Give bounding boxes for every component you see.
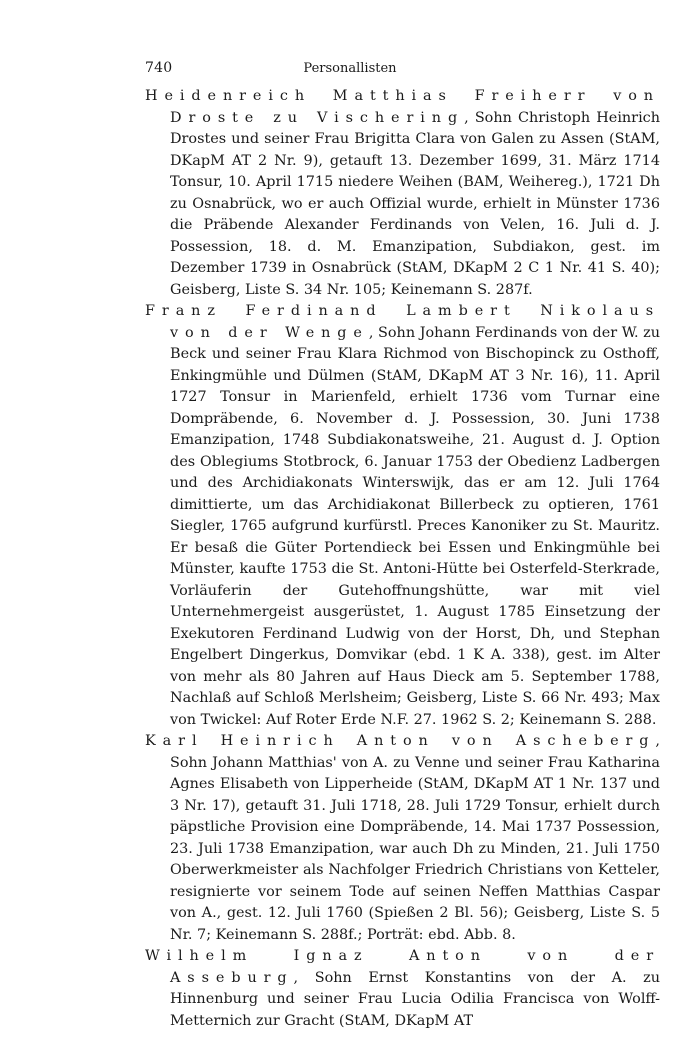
entry-name: Heidenreich Matthias Freiherr von Droste zu Vischering bbox=[145, 88, 660, 126]
page-number: 740 bbox=[145, 60, 173, 76]
entry-text: , Sohn Johann Ferdinands von der W. zu Beck und seiner Frau Klara Richmod von Bischopinck zu Osthoff, Enkingmühle und Dülmen (StAM, DKapM AT 3 Nr. 16), 11. April 1727 Tonsur in Marienfeld, erhielt 1736 vom Turnar eine Dompräbende, 6. November d. J. Possession, 30. Juni 1738 Emanzipation, 1748 Subdiakonatsweihe, 21. August d. J. Option des Oblegiums Stotbrock, 6. Januar 1753 der Obedienz Ladbergen und des Archidiakonats Winterswijk, das er am 12. Juli 1764 dimittierte, um das Archidiakonat Billerbeck zu optieren, 1761 Siegler, 1765 aufgrund kurfürstl. Preces Kanoniker zu St. Mauritz. Er besaß die Güter Portendieck bei Essen und Enkingmühle bei Münster, kaufte 1753 die St. Antoni-Hütte bei Osterfeld-Sterkrade, Vorläuferin der Gutehoffnungshütte, war mit viel Unternehmergeist ausgerüstet, 1. August 1785 Einsetzung der Exekutoren Ferdinand Ludwig von der Horst, Dh, und Stephan Engelbert Dingerkus, Domvikar (ebd. 1 K A. 338), gest. im Alter von mehr als 80 Jahren auf Haus Dieck am 5. September 1788, Nachlaß auf Schloß Merlsheim; Geisberg, Liste S. 66 Nr. 493; Max von Twickel: Auf Roter Erde N.F. 27. 1962 S. 2; Keinemann S. 288. bbox=[170, 324, 660, 728]
page-body bbox=[145, 86, 660, 1032]
entry-text: , Sohn Johann Matthias' von A. zu Venne und seiner Frau Katharina Agnes Elisabeth von Lipperheide (StAM, DKapM AT 1 Nr. 137 und 3 Nr. 17), getauft 31. Juli 1718, 28. Juli 1729 Tonsur, erhielt durch päpstliche Provision eine Dompräbende, 14. Mai 1737 Possession, 23. Juli 1738 Emanzipation, war auch Dh zu Minden, 21. Juli 1750 Oberwerkmeister als Nachfolger Friedrich Christians von Ketteler, resignierte vor seinem Tode auf seinen Neffen Matthias Caspar von A., gest. 12. Juli 1760 (Spießen 2 Bl. 56); Geisberg, Liste S. 5 Nr. 7; Keinemann S. 288f.; Porträt: ebd. Abb. 8. bbox=[170, 733, 660, 943]
entry-von-der-asseburg bbox=[145, 946, 660, 1032]
entry-text: , Sohn Christoph Heinrich Drostes und seiner Frau Brigitta Clara von Galen zu Assen (StAM, DKapM AT 2 Nr. 9), getauft 13. Dezember 1699, 31. März 1714 Tonsur, 10. April 1715 niedere Weihen (BAM, Weihereg.), 1721 Dh zu Osnabrück, wo er auch Offizial wurde, erhielt in Münster 1736 die Präbende Alexander Ferdinands von Velen, 16. Juli d. J. Possession, 18. d. M. Emanzipation, Subdiakon, gest. im Dezember 1739 in Osnabrück (StAM, DKapM 2 C 1 Nr. 41 S. 40); Geisberg, Liste S. 34 Nr. 105; Keinemann S. 287f. bbox=[170, 109, 660, 298]
entry-droste-vischering bbox=[145, 86, 660, 301]
entry-name: Wilhelm Ignaz Anton von der Asseburg bbox=[145, 948, 660, 986]
running-head: Personallisten bbox=[303, 61, 397, 76]
entry-text: , Sohn Ernst Konstantins von der A. zu Hinnenburg und seiner Frau Lucia Odilia Francisca von Wolff-Metternich zur Gracht (StAM, DKapM AT bbox=[170, 969, 660, 1029]
entry-von-der-wenge bbox=[145, 301, 660, 731]
entry-von-ascheberg bbox=[145, 731, 660, 946]
entry-name: Karl Heinrich Anton von Ascheberg bbox=[145, 733, 656, 749]
entry-name: Franz Ferdinand Lambert Nikolaus von der Wenge bbox=[145, 303, 660, 341]
